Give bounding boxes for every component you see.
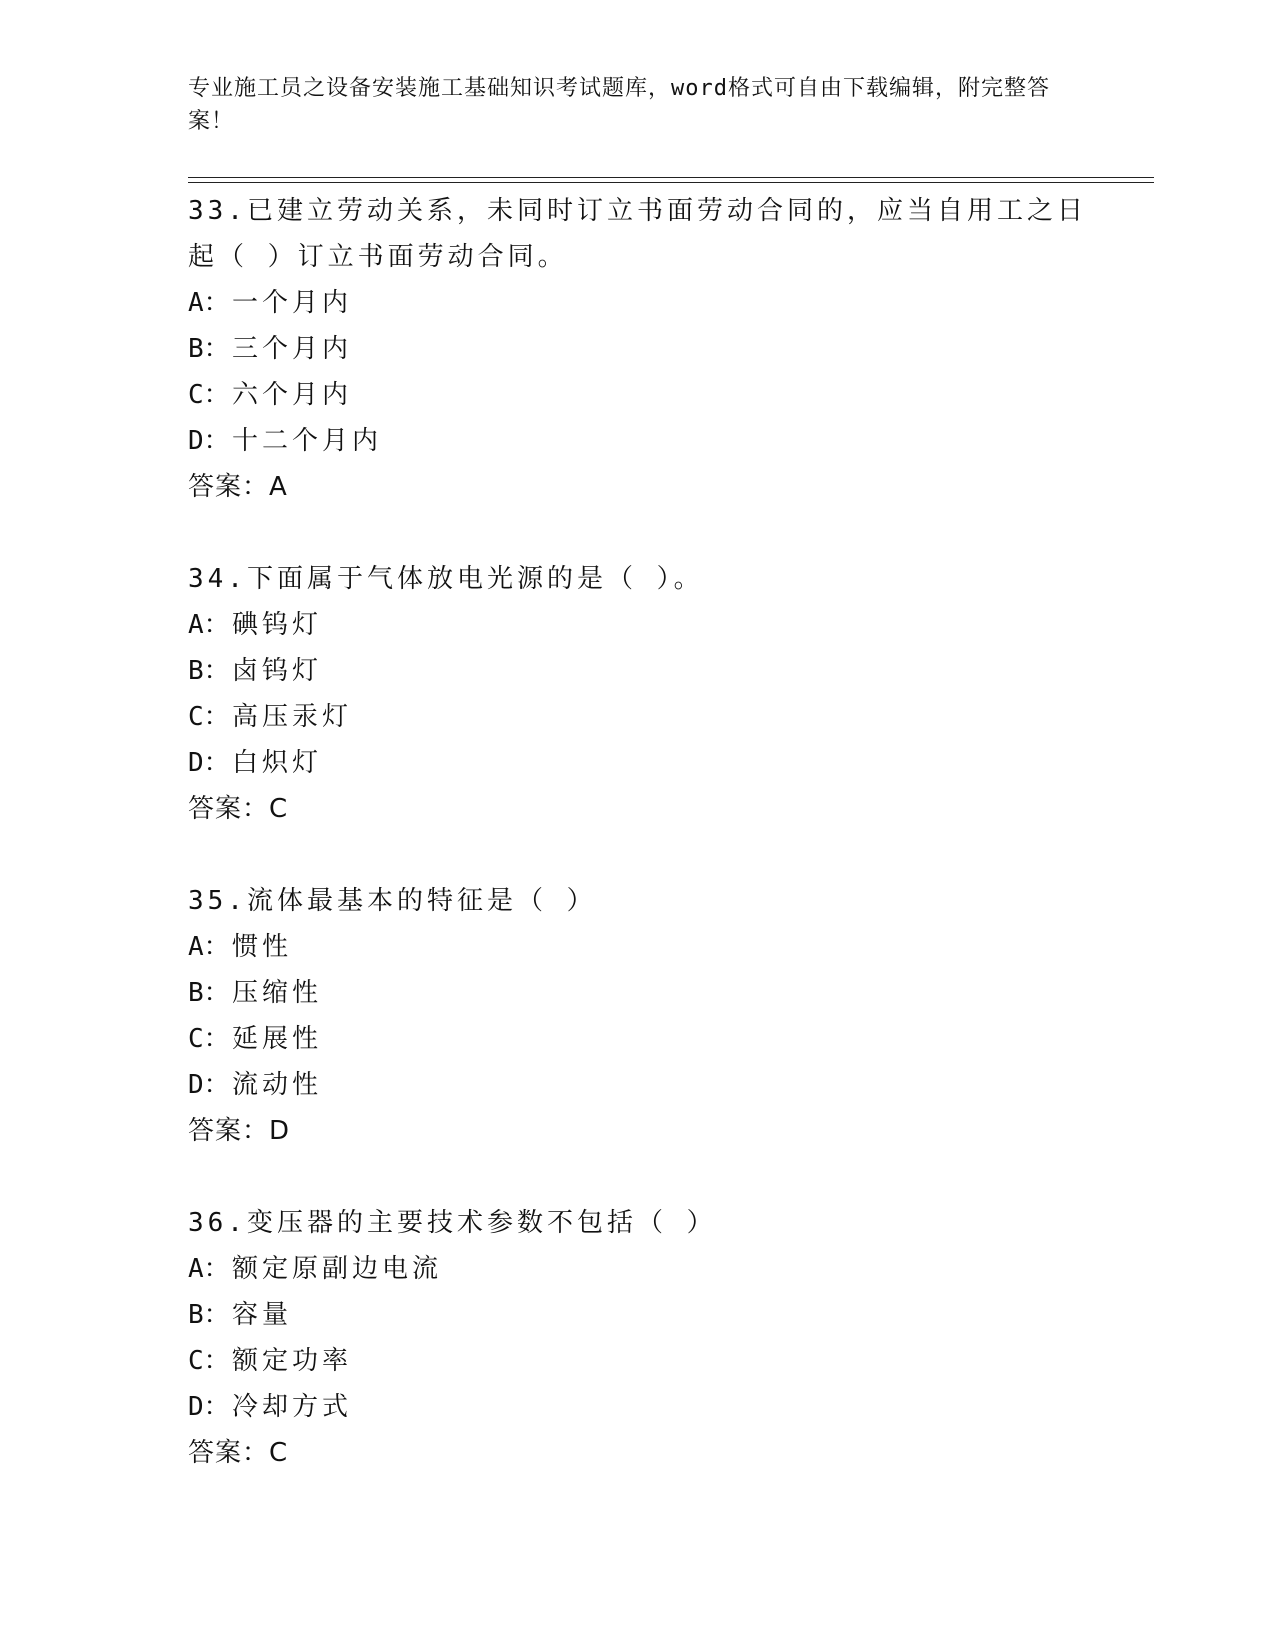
option-c [188, 694, 1088, 740]
option-text: 卤钨灯 [232, 656, 323, 686]
option-c [188, 1016, 1088, 1062]
option-a [188, 280, 1088, 326]
document-header: 专业施工员之设备安装施工基础知识考试题库，word格式可自由下载编辑，附完整答案！ [188, 76, 1050, 134]
option-key: B： [188, 334, 230, 364]
option-a [188, 924, 1088, 970]
option-text: 十二个月内 [232, 426, 383, 456]
option-d [188, 1062, 1088, 1108]
option-key: D： [188, 1070, 230, 1100]
option-text: 额定功率 [232, 1346, 353, 1376]
option-text: 惯性 [232, 932, 293, 962]
option-key: A： [188, 288, 230, 318]
option-text: 压缩性 [232, 978, 323, 1008]
option-text: 额定原副边电流 [232, 1254, 443, 1284]
answer-line: 答案：C [188, 794, 289, 824]
question-34 [188, 556, 1088, 832]
option-text: 延展性 [232, 1024, 323, 1054]
question-33 [188, 188, 1088, 510]
answer-line: 答案：A [188, 472, 288, 502]
option-d [188, 740, 1088, 786]
option-d [188, 418, 1088, 464]
option-a [188, 1246, 1088, 1292]
question-stem: 36.变压器的主要技术参数不包括（ ） [188, 1208, 717, 1238]
option-key: C： [188, 380, 230, 410]
option-key: C： [188, 702, 230, 732]
option-key: D： [188, 426, 230, 456]
option-b [188, 326, 1088, 372]
question-list [188, 188, 1088, 1476]
header-divider-top [188, 177, 1154, 178]
header-divider-bottom [188, 182, 1154, 183]
option-b [188, 1292, 1088, 1338]
option-key: B： [188, 1300, 230, 1330]
question-stem: 34.下面属于气体放电光源的是（ ）。 [188, 564, 704, 594]
option-b [188, 970, 1088, 1016]
option-c [188, 372, 1088, 418]
question-stem: 35.流体最基本的特征是（ ） [188, 886, 597, 916]
option-text: 容量 [232, 1300, 293, 1330]
option-c [188, 1338, 1088, 1384]
question-stem: 33.已建立劳动关系，未同时订立书面劳动合同的，应当自用工之日起（ ）订立书面劳动合同。 [188, 196, 1087, 272]
option-key: C： [188, 1346, 230, 1376]
option-key: A： [188, 1254, 230, 1284]
option-text: 流动性 [232, 1070, 323, 1100]
option-key: B： [188, 978, 230, 1008]
option-key: D： [188, 748, 230, 778]
option-key: D： [188, 1392, 230, 1422]
option-key: B： [188, 656, 230, 686]
option-text: 碘钨灯 [232, 610, 323, 640]
question-35 [188, 878, 1088, 1154]
question-36 [188, 1200, 1088, 1476]
option-text: 三个月内 [232, 334, 353, 364]
option-text: 冷却方式 [232, 1392, 353, 1422]
option-a [188, 602, 1088, 648]
option-text: 一个月内 [232, 288, 353, 318]
option-b [188, 648, 1088, 694]
answer-line: 答案：C [188, 1438, 289, 1468]
option-d [188, 1384, 1088, 1430]
option-key: A： [188, 610, 230, 640]
option-text: 高压汞灯 [232, 702, 353, 732]
option-text: 白炽灯 [232, 748, 323, 778]
option-key: A： [188, 932, 230, 962]
option-key: C： [188, 1024, 230, 1054]
answer-line: 答案：D [188, 1116, 291, 1146]
option-text: 六个月内 [232, 380, 353, 410]
